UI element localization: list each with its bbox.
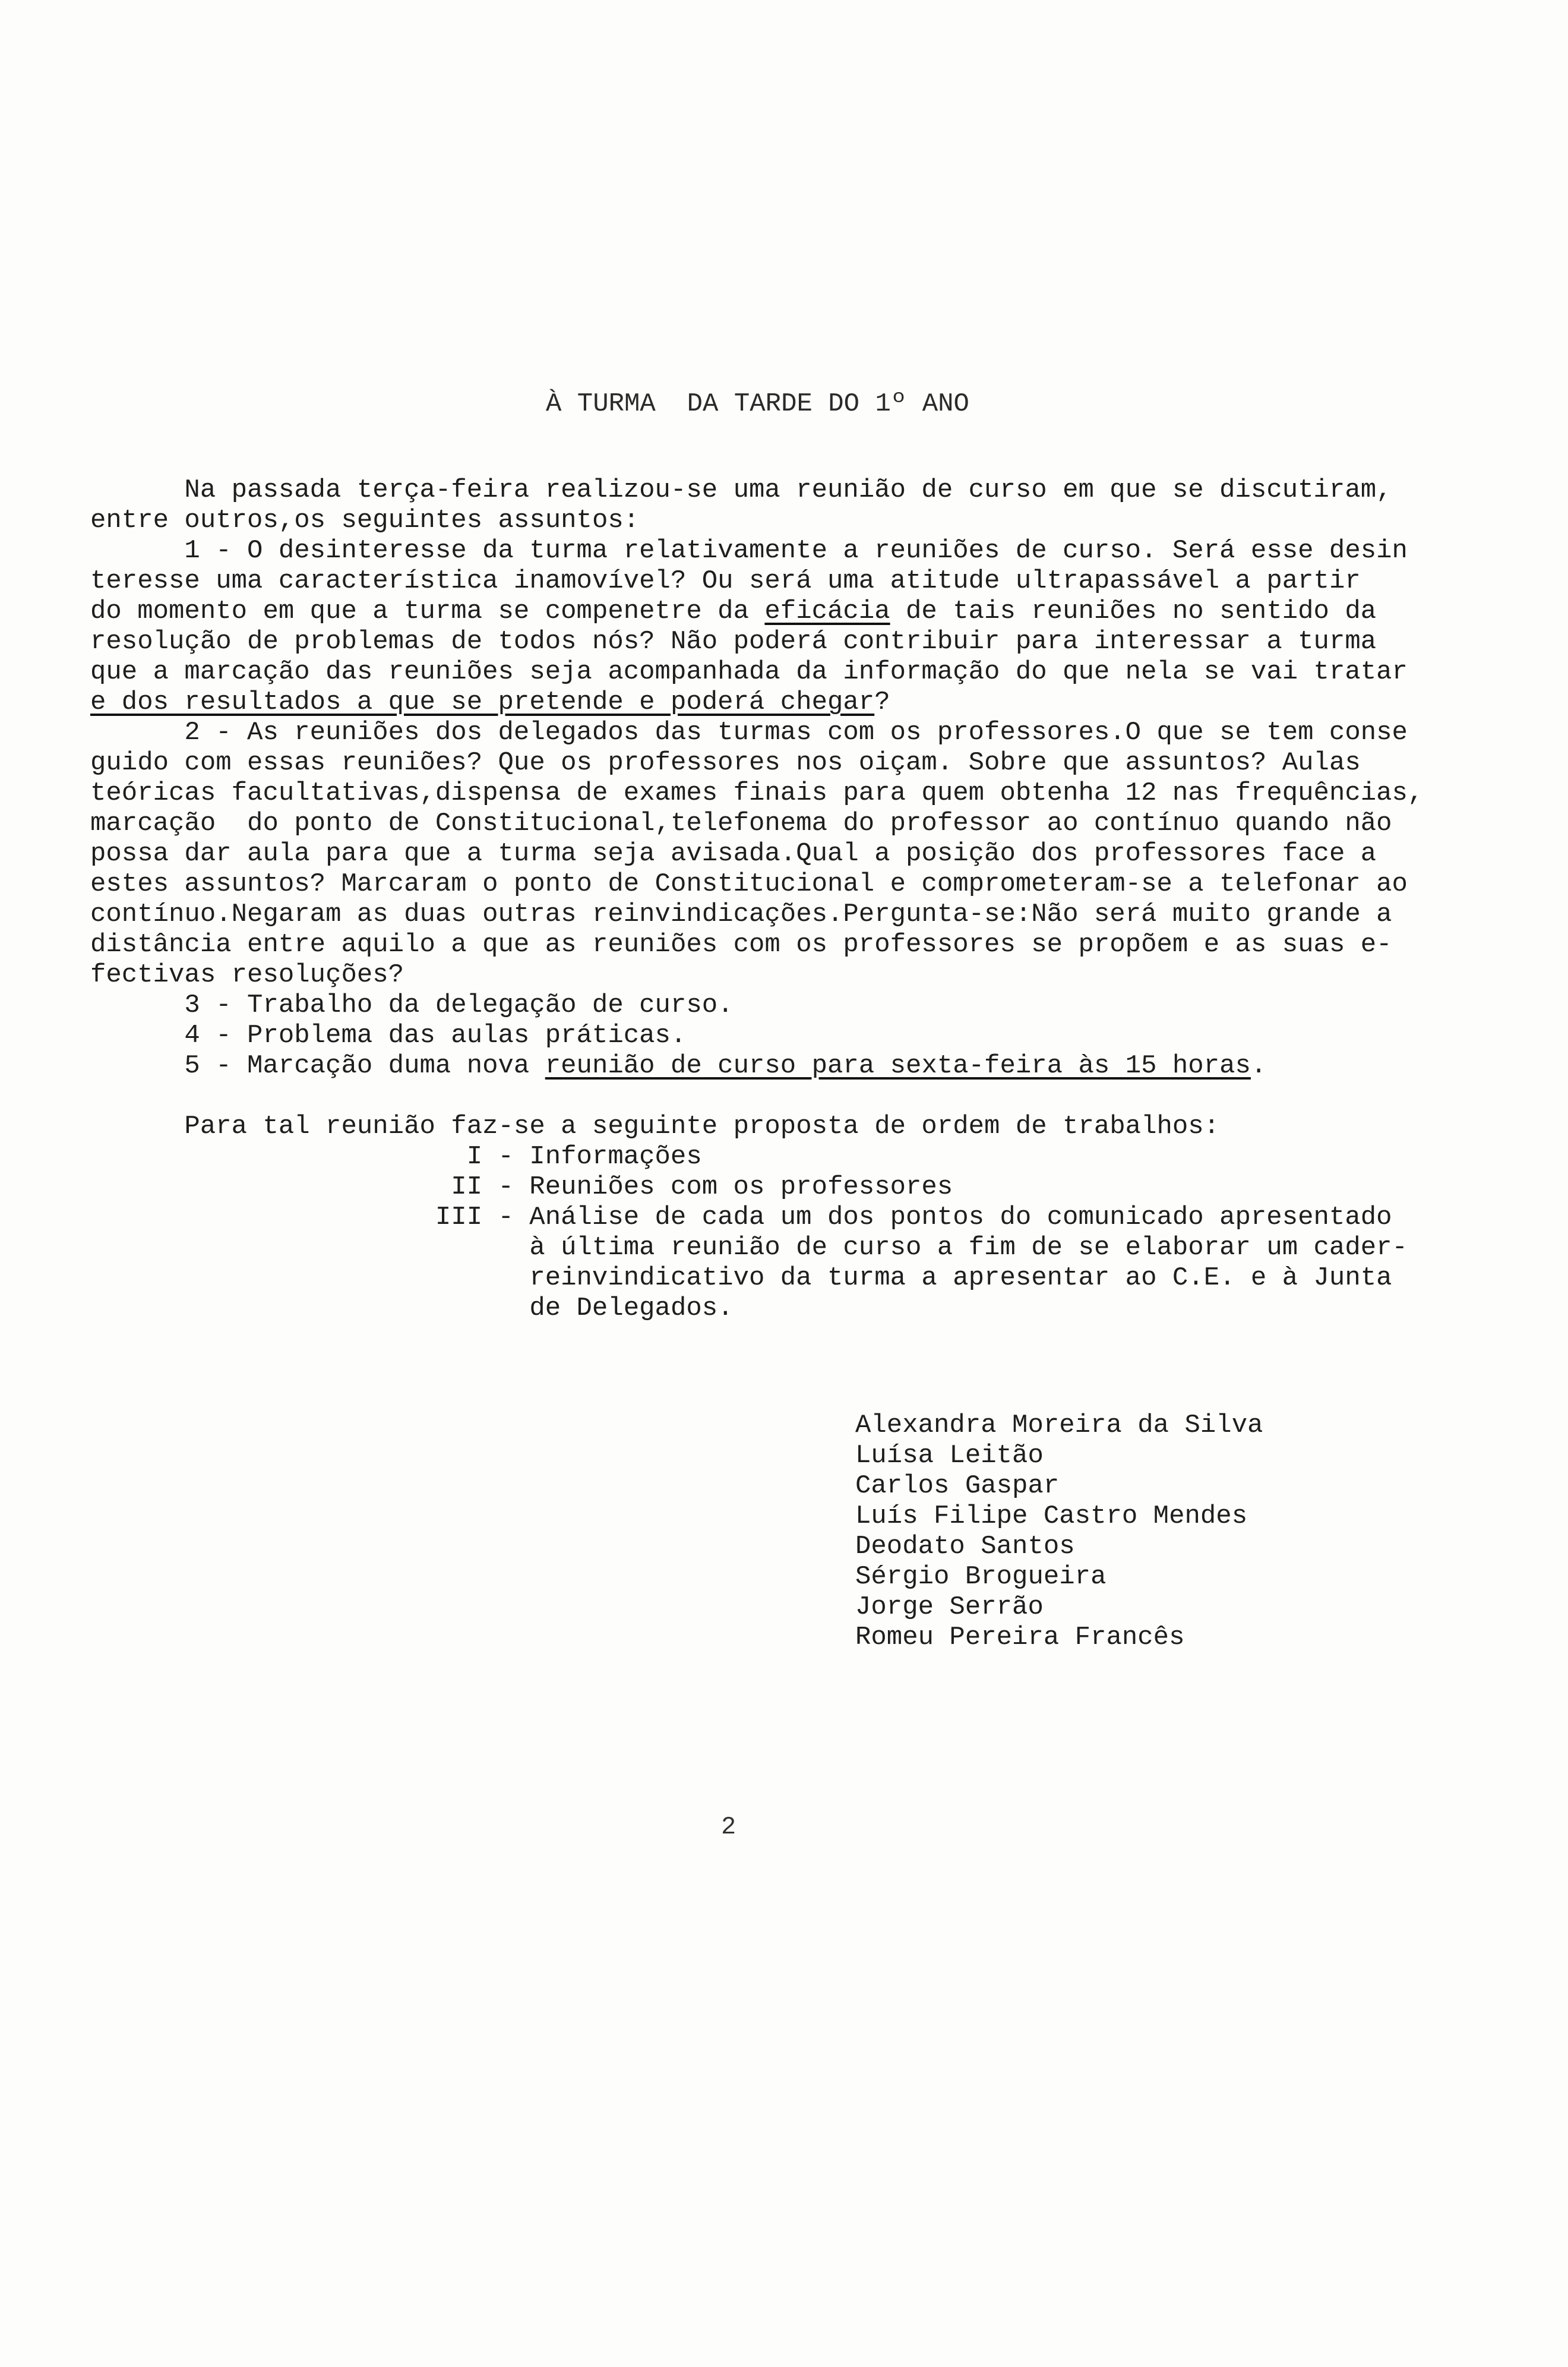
agenda-line	[435, 1263, 1423, 1293]
signatory-name: Luísa Leitão	[855, 1441, 1044, 1470]
agenda-text: de Delegados.	[529, 1293, 734, 1323]
proposal-line: Para tal reunião faz-se a seguinte proposta de ordem de trabalhos:	[184, 1112, 1220, 1141]
underlined-text: eficácia	[764, 597, 890, 626]
signatory-name: Deodato Santos	[855, 1532, 1075, 1561]
agenda-entry	[435, 1203, 1423, 1324]
page-number: 2	[721, 1813, 736, 1841]
item-line: estes assuntos? Marcaram o ponto de Constitucional e comprometeram-se a telefonar ao	[90, 869, 1408, 899]
item-line: marcação do ponto de Constitucional,telefonema do professor ao contínuo quando não	[90, 809, 1392, 838]
agenda-numeral: I	[466, 1142, 483, 1172]
text-segment: ?	[874, 687, 890, 717]
discussion-item	[90, 1051, 1423, 1081]
item-line: que a marcação das reuniões seja acompanhada da informação do que nela se vai tratar	[90, 657, 1408, 687]
item-line: 1 - O desinteresse da turma relativamente a reuniões de curso. Será esse desin	[184, 536, 1408, 566]
blank-line	[90, 1081, 1423, 1112]
discussion-items	[90, 536, 1423, 1081]
agenda-entry	[435, 1172, 1423, 1203]
signatory-name: Romeu Pereira Francês	[855, 1623, 1185, 1652]
agenda-separator: -	[498, 1172, 514, 1202]
item-line: possa dar aula para que a turma seja avisada.Qual a posição dos professores face a	[90, 839, 1377, 869]
text-segment: do momento em que a turma se compenetre da	[90, 597, 765, 626]
agenda-numeral: II	[451, 1172, 483, 1202]
discussion-item	[90, 536, 1423, 718]
document-body	[90, 475, 1423, 1324]
underlined-text: e dos resultados a que se pretende e poderá chegar	[90, 687, 875, 717]
discussion-item	[90, 718, 1423, 990]
text-segment: de tais reuniões no sentido da	[890, 597, 1377, 626]
agenda-text: Análise de cada um dos pontos do comunicado apresentado	[529, 1203, 1392, 1232]
agenda-separator: -	[498, 1142, 514, 1172]
item-line: teresse uma característica inamovível? Ou será uma atitude ultrapassável a partir	[90, 566, 1361, 596]
item-line: guido com essas reuniões? Que os professores nos oiçam. Sobre que assuntos? Aulas	[90, 748, 1361, 778]
item-line: contínuo.Negaram as duas outras reinvindicações.Pergunta-se:Não será muito grande a	[90, 900, 1392, 929]
item-line: 2 - As reuniões dos delegados das turmas com os professores.O que se tem conse	[184, 718, 1408, 747]
item-line: teóricas facultativas,dispensa de exames finais para quem obtenha 12 nas frequências,	[90, 778, 1424, 808]
agenda-text: Reuniões com os professores	[529, 1172, 953, 1202]
agenda-numeral: III	[435, 1203, 483, 1232]
discussion-item	[90, 1021, 1423, 1051]
item-line: distância entre aquilo a que as reuniões com os professores se propõem e as suas e-	[90, 930, 1392, 960]
underlined-text: reunião de curso para sexta-feira às 15 horas	[545, 1051, 1251, 1081]
intro-line: Na passada terça-feira realizou-se uma reunião de curso em que se discutiram,	[184, 475, 1392, 505]
signatory-name: Alexandra Moreira da Silva	[855, 1410, 1263, 1440]
item-line: resolução de problemas de todos nós? Não poderá contribuir para interessar a turma	[90, 627, 1377, 657]
agenda-text: à última reunião de curso a fim de se elaborar um cader-	[529, 1233, 1408, 1263]
agenda-separator: -	[498, 1203, 514, 1232]
agenda-text: reinvindicativo da turma a apresentar ao C.E. e à Junta	[529, 1263, 1392, 1293]
agenda-line	[435, 1203, 1423, 1233]
document-title: À TURMA DA TARDE DO 1º ANO	[546, 389, 969, 419]
text-segment: .	[1250, 1051, 1267, 1081]
agenda-text: Informações	[529, 1142, 702, 1172]
agenda-line	[435, 1293, 1423, 1324]
agenda-line	[435, 1233, 1423, 1263]
item-line	[90, 1051, 1423, 1081]
item-line: 3 - Trabalho da delegação de curso.	[184, 990, 734, 1020]
intro-paragraph	[90, 475, 1423, 536]
agenda-line	[435, 1172, 1423, 1203]
item-line: 4 - Problema das aulas práticas.	[184, 1021, 687, 1050]
signatory-name: Carlos Gaspar	[855, 1471, 1060, 1501]
signatory-name: Luís Filipe Castro Mendes	[855, 1501, 1248, 1531]
item-line	[90, 597, 1423, 627]
item-line	[90, 687, 1423, 718]
discussion-item	[90, 990, 1423, 1021]
text-segment: 5 - Marcação duma nova	[184, 1051, 545, 1081]
intro-line: entre outros,os seguintes assuntos:	[90, 506, 640, 535]
item-line: fectivas resoluções?	[90, 960, 404, 990]
agenda-list	[435, 1142, 1423, 1324]
signatory-name: Jorge Serrão	[855, 1592, 1044, 1622]
agenda-entry	[435, 1142, 1423, 1172]
proposal-paragraph	[90, 1112, 1423, 1142]
agenda-line	[435, 1142, 1423, 1172]
signatories-list	[855, 1410, 1263, 1653]
signatory-name: Sérgio Brogueira	[855, 1562, 1107, 1592]
